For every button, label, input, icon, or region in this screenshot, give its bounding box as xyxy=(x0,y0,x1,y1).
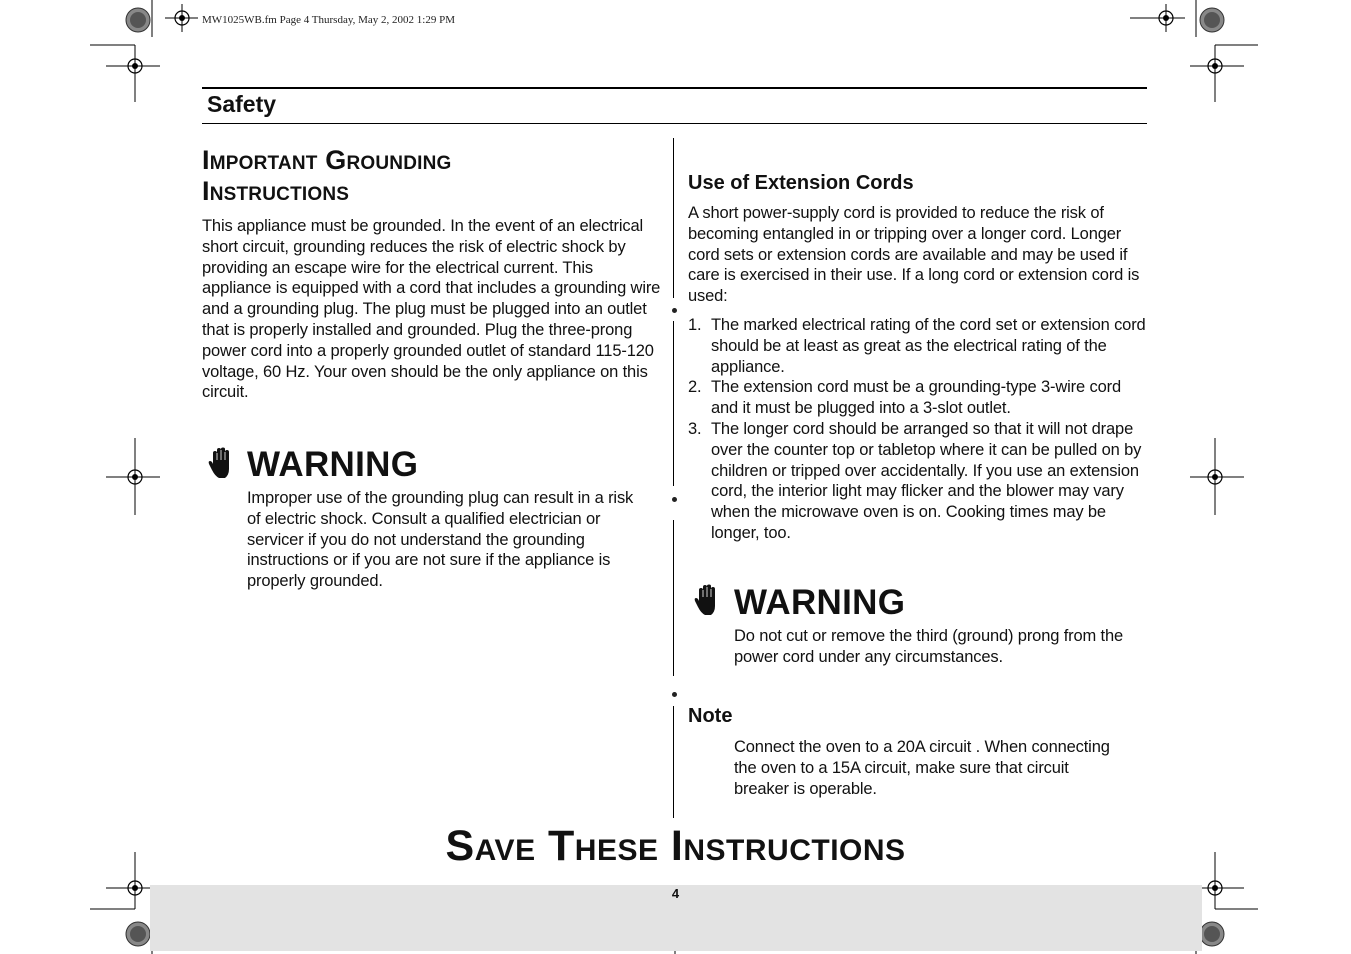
text-line: when the microwave oven is on. Cooking times may be xyxy=(711,503,1106,522)
divider-dot xyxy=(672,692,677,697)
text-line: cord sets or extension cords are available and may be used if xyxy=(688,245,1128,264)
text-line: should be at least as great as the electrical rating of the xyxy=(711,336,1107,355)
list-number: 2. xyxy=(688,378,702,397)
column-divider xyxy=(673,321,674,486)
grounding-paragraph xyxy=(202,216,662,403)
text-line: appliance is equipped with a cord that includes a grounding wire xyxy=(202,279,661,298)
text-line: longer, too. xyxy=(711,523,791,542)
header-bottom-rule xyxy=(202,123,1147,124)
text-line: This appliance must be grounded. In the event of an electrical xyxy=(202,217,644,235)
text-line: children or tripped over accidentally. If you use an extension xyxy=(711,461,1139,480)
text-line: servicer if you do not understand the grounding xyxy=(247,530,585,549)
text-line: Improper use of the grounding plug can result in a risk xyxy=(247,489,634,507)
divider-dot xyxy=(672,497,677,502)
extension-cord-rules xyxy=(688,315,1150,544)
file-info: MW1025WB.fm Page 4 Thursday, May 2, 2002 1:29 PM xyxy=(202,14,455,26)
list-number: 1. xyxy=(688,316,702,334)
text-line: of electric shock. Consult a qualified electrician or xyxy=(247,509,601,528)
text-line: short circuit, grounding reduces the risk of electric shock by xyxy=(202,237,626,256)
extension-cords-paragraph xyxy=(688,203,1148,307)
section-title: Safety xyxy=(207,91,277,117)
text-line: Do not cut or remove the third (ground) prong from the xyxy=(734,627,1124,645)
grounding-title-line: Instructions xyxy=(202,176,350,206)
note-text xyxy=(734,737,1149,799)
save-instructions-title: Save These Instructions xyxy=(445,822,906,870)
text-line: the oven to a 15A circuit, make sure that circuit xyxy=(734,758,1069,777)
text-line: The longer cord should be arranged so that it will not drape xyxy=(711,419,1134,438)
grounding-title-line: Important Grounding xyxy=(202,145,452,175)
list-number: 3. xyxy=(688,419,702,438)
warning-title: WARNING xyxy=(247,445,419,484)
text-line: cord, the interior light may flicker and the blower may vary xyxy=(711,482,1124,501)
text-line: Connect the oven to a 20A circuit . When connecting xyxy=(734,738,1110,756)
page-number: 4 xyxy=(671,886,680,901)
text-line: over the counter top or tabletop where it can be pulled on by xyxy=(711,440,1142,459)
text-line: power cord into a properly grounded outlet of standard 115-120 xyxy=(202,341,654,360)
hand-stop-icon xyxy=(208,447,234,481)
text-line: The extension cord must be a grounding-type 3-wire cord xyxy=(711,378,1121,397)
text-line: A short power-supply cord is provided to reduce the risk of xyxy=(688,204,1104,222)
list-item xyxy=(688,419,1150,544)
text-line: breaker is operable. xyxy=(734,779,877,798)
text-line: care is exercised in their use. If a long cord or extension cord is xyxy=(688,266,1140,285)
list-item xyxy=(688,377,1150,419)
text-line: properly grounded. xyxy=(247,572,383,591)
column-divider xyxy=(673,138,674,298)
text-line: voltage, 60 Hz. Your oven should be the only appliance on this xyxy=(202,362,648,381)
hand-stop-icon xyxy=(694,584,720,618)
warning-text xyxy=(734,626,1149,668)
warning-text xyxy=(247,488,662,592)
column-divider xyxy=(673,520,674,676)
extension-cords-heading: Use of Extension Cords xyxy=(688,172,914,194)
list-item xyxy=(688,315,1150,377)
column-divider xyxy=(673,706,674,818)
grounding-title xyxy=(202,145,662,207)
warning-title: WARNING xyxy=(734,583,906,622)
header-top-rule xyxy=(202,87,1147,89)
text-line: and a grounding plug. The plug must be plugged into an outlet xyxy=(202,300,647,319)
text-line: providing an escape wire for the electrical current. This xyxy=(202,258,594,277)
text-line: and it must be plugged into a 3-slot outlet. xyxy=(711,399,1011,418)
text-line: that is properly installed and grounded. Plug the three-prong xyxy=(202,320,633,339)
text-line: instructions or if you are not sure if the appliance is xyxy=(247,551,611,570)
note-heading: Note xyxy=(688,705,733,727)
text-line: circuit. xyxy=(202,383,249,402)
divider-dot xyxy=(672,308,677,313)
text-line: The marked electrical rating of the cord set or extension cord xyxy=(711,316,1146,334)
text-line: appliance. xyxy=(711,357,785,376)
text-line: used: xyxy=(688,287,728,306)
text-line: becoming entangled in or tripping over a longer cord. Longer xyxy=(688,224,1122,243)
text-line: power cord under any circumstances. xyxy=(734,647,1003,666)
